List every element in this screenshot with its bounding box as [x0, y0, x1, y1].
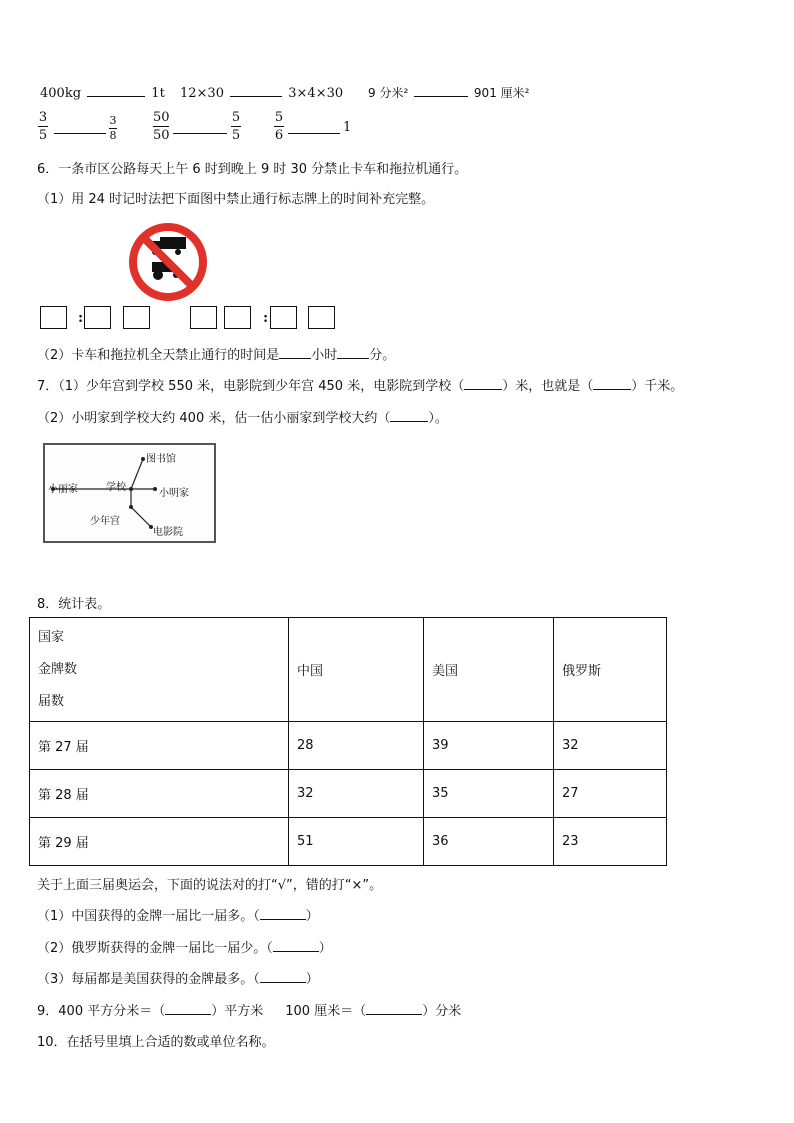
answer-blank[interactable]	[260, 907, 306, 920]
q9	[37, 1000, 461, 1019]
numerator: 3	[38, 110, 48, 125]
q7-part1-mid: ）米，也就是（	[502, 379, 594, 394]
c3-right: 901 厘米²	[473, 86, 530, 100]
route-map	[43, 443, 216, 543]
q8-statement-2	[37, 937, 332, 956]
numerator: 3	[109, 114, 117, 127]
table-cell: 28	[289, 722, 424, 770]
map-xiaoming-label: 小明家	[159, 488, 189, 499]
q7-part1-end: ）千米。	[631, 379, 684, 394]
time-box-7[interactable]	[308, 306, 335, 329]
table-cell: 51	[289, 818, 424, 866]
q7-part2-text: （2）小明家到学校大约 400 米，估一估小丽家到学校大约（	[37, 411, 391, 426]
statement-text: （1）中国获得的金牌一届比一届多。（	[37, 909, 260, 924]
q7-km-blank[interactable]	[593, 377, 631, 390]
close-paren: ）	[318, 941, 332, 956]
answer-blank[interactable]	[273, 939, 319, 952]
c1-blank[interactable]	[87, 84, 145, 97]
q7-part1-text: 7．（1）少年宫到学校 550 米，电影院到少年宫 450 米，电影院到学校（	[37, 379, 465, 394]
q9-text-c: 100 厘米＝（	[285, 1004, 367, 1019]
q8-instruction: 关于上面三届奥运会，下面的说法对的打“√”，错的打“×”。	[37, 878, 383, 893]
map-library-label: 图书馆	[146, 454, 176, 465]
q7-part2	[37, 407, 448, 426]
map-youth-palace-label: 少年宫	[90, 516, 120, 527]
q9-blank-2[interactable]	[366, 1002, 422, 1015]
map-xiaoli-label: 小丽家	[48, 484, 78, 495]
no-trucks-sign-icon	[128, 222, 208, 302]
map-cinema-label: 电影院	[153, 527, 183, 538]
time-box-6[interactable]	[270, 306, 297, 329]
q9-blank-1[interactable]	[165, 1002, 211, 1015]
q6-part1: （1）用 24 时记时法把下面图中禁止通行标志牌上的时间补充完整。	[37, 192, 435, 207]
row-label: 第 28 届	[30, 770, 289, 818]
f-blank-3[interactable]	[288, 121, 340, 134]
table-row	[30, 770, 667, 818]
table-cell: 36	[424, 818, 554, 866]
column-header: 中国	[289, 618, 424, 722]
time-box-1[interactable]	[40, 306, 67, 329]
column-header: 美国	[424, 618, 554, 722]
header-country: 国家	[38, 629, 65, 645]
q9-text-a: 9．400 平方分米＝（	[37, 1004, 166, 1019]
answer-blank[interactable]	[260, 970, 306, 983]
statement-text: （3）每届都是美国获得的金牌最多。（	[37, 972, 260, 987]
c2-left: 12×30	[180, 86, 224, 101]
time-box-4[interactable]	[190, 306, 217, 329]
comparison-row-3	[368, 84, 529, 101]
c3-left: 9 分米²	[368, 86, 409, 100]
denominator: 5	[231, 128, 241, 143]
q7-part1	[37, 375, 683, 394]
hours-blank[interactable]	[279, 346, 311, 359]
q8-title: 8．统计表。	[37, 597, 111, 612]
header-gold-count: 金牌数	[38, 661, 78, 677]
table-cell: 32	[289, 770, 424, 818]
column-header: 俄罗斯	[554, 618, 667, 722]
fraction-3-5	[38, 110, 48, 143]
table-row	[30, 722, 667, 770]
denominator: 50	[153, 128, 170, 143]
numerator: 50	[153, 110, 170, 125]
time-box-2[interactable]	[84, 306, 111, 329]
f-right-1: 1	[343, 120, 352, 135]
q6-part2	[37, 344, 395, 363]
q9-text-d: ）分米	[422, 1004, 462, 1019]
q9-text-b: ）平方米	[211, 1004, 264, 1019]
comparison-row-1	[40, 84, 165, 101]
row-label: 第 29 届	[30, 818, 289, 866]
minutes-blank[interactable]	[337, 346, 369, 359]
f-blank-1[interactable]	[54, 121, 106, 134]
close-paren: ）	[305, 909, 319, 924]
table-header-row	[30, 618, 667, 722]
header-corner-cell	[30, 618, 289, 722]
table-row	[30, 818, 667, 866]
numerator: 5	[274, 110, 284, 125]
statement-text: （2）俄罗斯获得的金牌一届比一届少。（	[37, 941, 273, 956]
medal-table	[29, 617, 667, 866]
table-cell: 32	[554, 722, 667, 770]
q10-title: 10．在括号里填上合适的数或单位名称。	[37, 1035, 275, 1050]
c1-right: 1t	[151, 86, 165, 101]
map-school-label: 学校	[106, 482, 126, 493]
time-box-5[interactable]	[224, 306, 251, 329]
c1-left: 400kg	[40, 86, 82, 101]
table-cell: 23	[554, 818, 667, 866]
denominator: 6	[274, 128, 284, 143]
f-blank-2[interactable]	[173, 121, 227, 134]
time-box-3[interactable]	[123, 306, 150, 329]
comparison-row-2	[180, 84, 343, 101]
fraction-5-5	[231, 110, 241, 143]
q7-part2-end: ）。	[428, 411, 448, 426]
c2-blank[interactable]	[230, 84, 282, 97]
table-cell: 27	[554, 770, 667, 818]
denominator: 5	[38, 128, 48, 143]
header-edition: 届数	[38, 693, 65, 709]
fraction-3-8	[109, 115, 117, 142]
numerator: 5	[231, 110, 241, 125]
fraction-5-6	[274, 110, 284, 143]
table-cell: 35	[424, 770, 554, 818]
q8-statement-3	[37, 968, 319, 987]
q8-statement-1	[37, 905, 319, 924]
hours-unit: 小时	[311, 348, 338, 363]
row-label: 第 27 届	[30, 722, 289, 770]
q7-meters-blank[interactable]	[464, 377, 502, 390]
minutes-unit: 分。	[369, 348, 396, 363]
fraction-50-50	[153, 110, 170, 143]
c3-blank[interactable]	[414, 84, 468, 97]
q7-estimate-blank[interactable]	[390, 409, 428, 422]
time-colon-2: :	[263, 310, 269, 326]
q6-title: 6．一条市区公路每天上午 6 时到晚上 9 时 30 分禁止卡车和拖拉机通行。	[37, 162, 468, 177]
c2-right: 3×4×30	[288, 86, 344, 101]
close-paren: ）	[305, 972, 319, 987]
time-colon-1: :	[78, 310, 84, 326]
denominator: 8	[109, 129, 117, 142]
q6-part2-text: （2）卡车和拖拉机全天禁止通行的时间是	[37, 348, 280, 363]
table-cell: 39	[424, 722, 554, 770]
